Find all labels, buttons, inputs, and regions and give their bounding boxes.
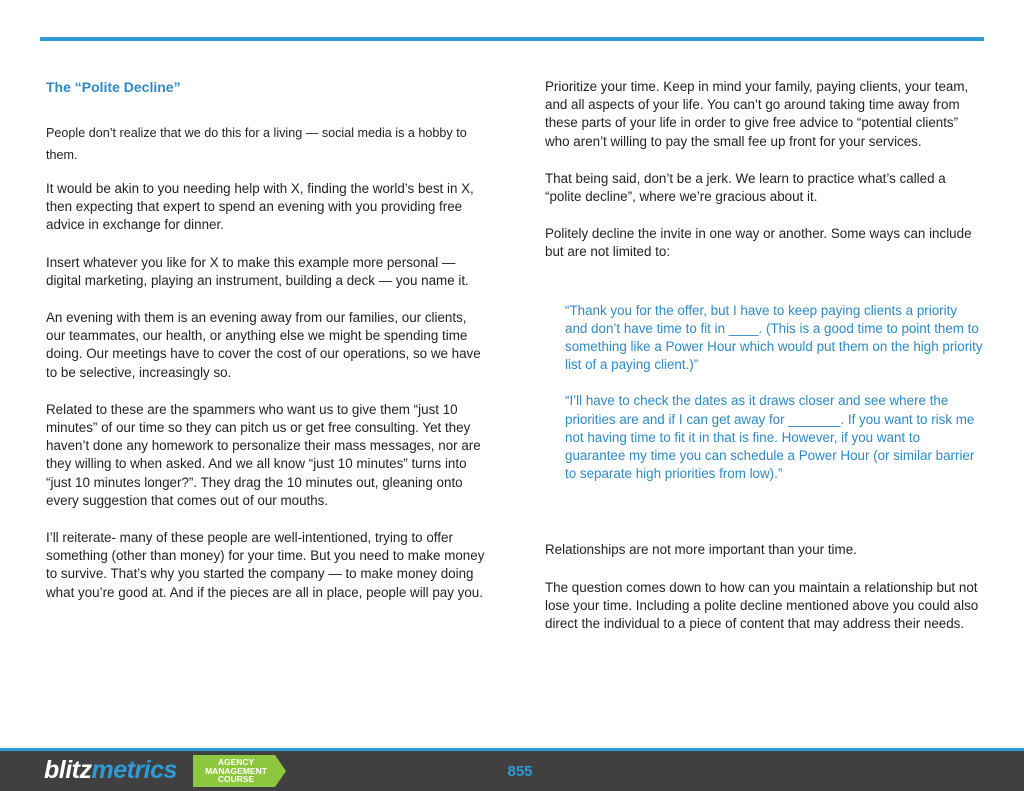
badge-line: MANAGEMENT (205, 765, 267, 776)
body-paragraph: I’ll reiterate- many of these people are well-intentioned, trying to offer something (other than money) for your time. But you need to make money to survive. That’s why you started the company — to make money doing what you’re good at. And if the pieces are all in place, people will pay you. (46, 530, 485, 600)
top-divider (40, 37, 984, 41)
logo-text-blitz: blitz (44, 756, 92, 784)
body-paragraph: Relationships are not more important than your time. (545, 542, 857, 558)
course-badge (193, 755, 286, 787)
example-quote: “Thank you for the offer, but I have to keep paying clients a priority and don’t have time to fit in ____. (This is a good time to point them to something like a Power Hour which would put them on the high priority list of a paying client.)” (565, 302, 983, 373)
body-paragraph: People don’t realize that we do this for a living — social media is a hobby to them. (46, 126, 467, 162)
right-column (545, 78, 983, 652)
body-paragraph: It would be akin to you needing help with X, finding the world’s best in X, then expecting that expert to spend an evening with you providing free advice in exchange for dinner. (46, 181, 474, 233)
badge-line: AGENCY (217, 757, 255, 767)
badge-line: COURSE (217, 774, 255, 785)
footer-divider (0, 748, 1024, 751)
body-paragraph: An evening with them is an evening away from our families, our clients, our teammates, our health, or anything else we might be spending time doing. Our meetings have to cover the cost of our operations, so we have to be selective, increasingly so. (46, 310, 481, 380)
logo-text-metrics: metrics (91, 756, 177, 784)
body-paragraph: The question comes down to how can you maintain a relationship but not lose your time. Including a polite decline mentioned above you could also direct the individual to a piece of content that may address their needs. (545, 579, 979, 632)
body-paragraph: Insert whatever you like for X to make this example more personal — digital marketing, playing an instrument, building a deck — you name it. (46, 254, 469, 288)
badge-text (193, 758, 279, 784)
body-paragraph: Prioritize your time. Keep in mind your family, paying clients, your team, and all aspects of your life. You can’t go around taking time away from these parts of your life in order to give free advice to “potential clients” who aren’t willing to pay the small fee up front for your services. (545, 79, 969, 149)
example-quote: “I’ll have to check the dates as it draws closer and see where the priorities are and if I can get away for _______. If you want to risk me not having time to fit it in that is fine. However, if you want to guarantee my time you can schedule a Power Hour (or similar barrier to separate high priorities from low).” (565, 393, 975, 482)
blitzmetrics-logo (44, 754, 177, 786)
body-paragraph: Related to these are the spammers who want us to give them “just 10 minutes” of our time so they can pitch us or get free consulting. Yet they haven’t done any homework to personalize their mass messages, nor are they willing to when asked. And we all know “just 10 minutes” turns into “just 10 minutes longer?”. They drag the 10 minutes out, gleaning onto every suggestion that comes out of our mouths. (46, 401, 481, 508)
left-column (46, 78, 486, 621)
body-paragraph: That being said, don’t be a jerk. We learn to practice what’s called a “polite decline”, where we’re gracious about it. (545, 170, 946, 205)
section-heading: The “Polite Decline” (46, 79, 181, 95)
page-number: 855 (507, 763, 533, 780)
body-paragraph: Politely decline the invite in one way or another. Some ways can include but are not limited to: (545, 226, 972, 260)
